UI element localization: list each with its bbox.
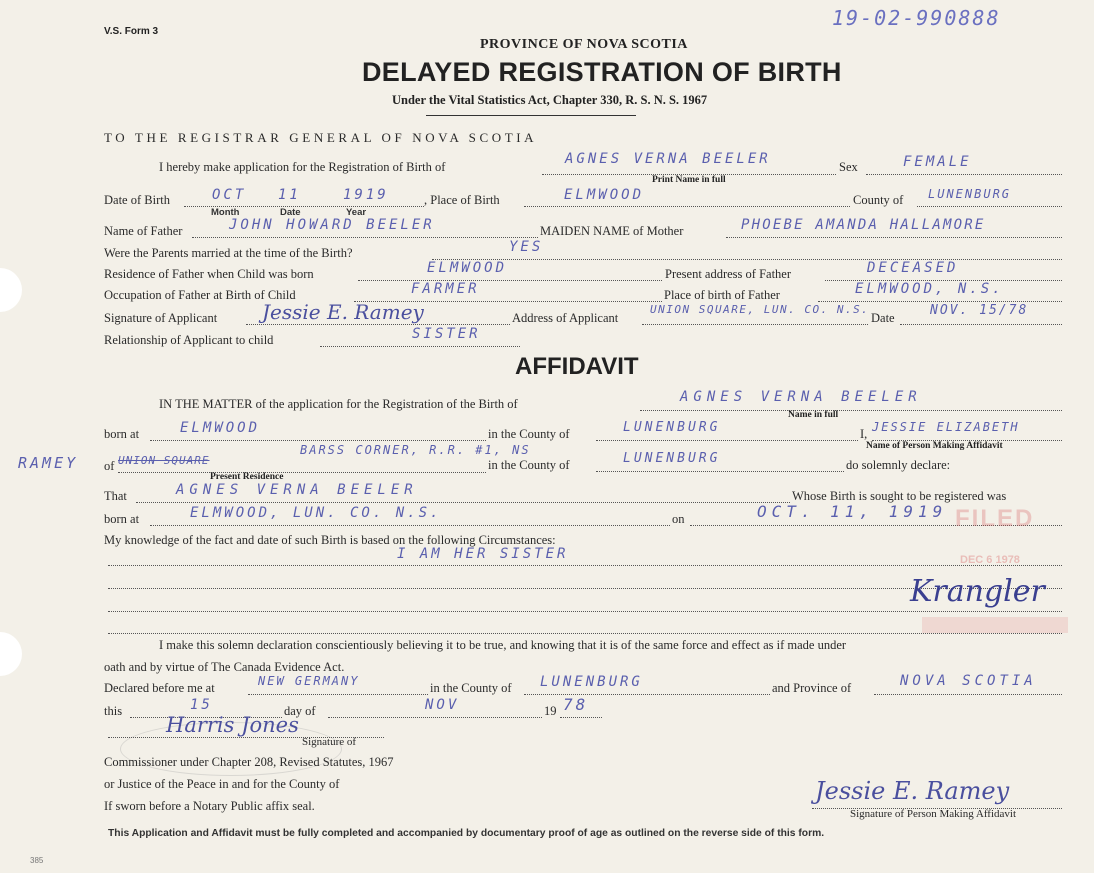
sex-value: FEMALE xyxy=(903,154,972,170)
aff-born-at-value: ELMWOOD xyxy=(180,420,261,436)
relationship-label: Relationship of Applicant to child xyxy=(104,333,274,347)
i-label: I, xyxy=(860,427,868,441)
name-person-affidavit-hint: Name of Person Making Affidavit xyxy=(866,441,1003,451)
child-name-value: AGNES VERNA BEELER xyxy=(565,151,771,167)
stamp-date: DEC 6 1978 xyxy=(960,554,1020,566)
solemnly-declare-label: do solemnly declare: xyxy=(846,458,951,472)
footer-note: This Application and Affidavit must be fully completed and accompanied by documentary proof of age as outlined on the reverse side of this form. xyxy=(108,828,825,839)
affiant-surname-value: RAMEY xyxy=(18,454,79,472)
on-date-value: OCT. 11, 1919 xyxy=(757,502,948,521)
this-label: this xyxy=(104,704,123,718)
date-hint: Date xyxy=(280,207,301,218)
declaration-line-2: oath and by virtue of The Canada Evidence Act. xyxy=(104,660,345,674)
print-name-hint: Print Name in full xyxy=(652,175,726,185)
birthplace-father-line xyxy=(818,301,1062,302)
residence-county-line xyxy=(596,471,844,472)
signature-applicant-line xyxy=(246,324,510,325)
affiant-signature-label: Signature of Person Making Affidavit xyxy=(850,808,1016,820)
place-of-birth-value: ELMWOOD xyxy=(564,187,645,203)
that-name-value: AGNES VERNA BEELER xyxy=(176,482,418,498)
date-value: NOV. 15/78 xyxy=(930,303,1029,318)
occupation-label: Occupation of Father at Birth of Child xyxy=(104,288,296,302)
dob-day-value: 11 xyxy=(278,187,301,203)
maiden-name-line xyxy=(726,237,1062,238)
aff-county-line xyxy=(596,440,858,441)
circumstance-line-4 xyxy=(108,633,1062,634)
declared-province-line xyxy=(874,694,1062,695)
aff-county-value: LUNENBURG xyxy=(623,420,721,435)
maiden-name-label: MAIDEN NAME of Mother xyxy=(540,224,684,238)
justice-label: or Justice of the Peace in and for the County of xyxy=(104,777,340,791)
declared-at-value: NEW GERMANY xyxy=(258,674,360,688)
year-line xyxy=(560,717,602,718)
in-county-label: in the County of xyxy=(488,427,570,441)
year-hint: Year xyxy=(346,207,367,218)
file-number: 19-02-990888 xyxy=(832,6,1001,30)
whose-birth-label: Whose Birth is sought to be registered was xyxy=(792,489,1007,503)
place-of-birth-label: , Place of Birth xyxy=(424,193,500,207)
residence-line xyxy=(118,472,486,473)
circumstance-line-3 xyxy=(108,611,1062,612)
province-heading: PROVINCE OF NOVA SCOTIA xyxy=(480,37,688,52)
circumstance-line-1 xyxy=(108,565,1062,566)
document-title: DELAYED REGISTRATION OF BIRTH xyxy=(362,57,842,87)
year-suffix-value: 78 xyxy=(563,695,589,714)
month-value: NOV xyxy=(425,697,460,713)
name-in-full-hint: Name in full xyxy=(788,410,839,420)
aff-name-line xyxy=(640,410,1062,411)
month-hint: Month xyxy=(211,207,240,218)
application-label: I hereby make application for the Registration of Birth of xyxy=(159,160,446,174)
commissioner-label: Commissioner under Chapter 208, Revised Statutes, 1967 xyxy=(104,755,394,769)
day-value: 15 xyxy=(190,697,213,713)
in-the-matter-label: IN THE MATTER of the application for the Registration of the Birth of xyxy=(159,397,518,411)
and-province-label: and Province of xyxy=(772,681,852,695)
married-value: YES xyxy=(509,239,544,255)
document-subtitle: Under the Vital Statistics Act, Chapter 330, R. S. N. S. 1967 xyxy=(392,93,708,107)
born-at-label: born at xyxy=(104,427,140,441)
that-line xyxy=(136,502,790,503)
married-line xyxy=(432,259,1062,260)
residence-county-value: LUNENBURG xyxy=(623,451,721,466)
of-label: of xyxy=(104,459,115,473)
address-applicant-value: UNION SQUARE, LUN. CO. N.S. xyxy=(650,303,870,316)
to-registrar: TO THE REGISTRAR GENERAL OF NOVA SCOTIA xyxy=(104,130,538,145)
registrar-signature: Krangler xyxy=(910,574,1045,609)
day-of-label: day of xyxy=(284,704,316,718)
declared-county-value: LUNENBURG xyxy=(540,674,643,690)
signature-of-label: Signature of xyxy=(302,736,357,748)
address-applicant-label: Address of Applicant xyxy=(512,311,619,325)
month-line xyxy=(328,717,542,718)
declared-at-line xyxy=(248,694,428,695)
knowledge-label: My knowledge of the fact and date of such Birth is based on the following Circumstances: xyxy=(104,533,556,547)
date-line xyxy=(900,324,1062,325)
father-name-line xyxy=(192,237,538,238)
dob-month-value: OCT xyxy=(212,187,247,203)
sex-line xyxy=(866,174,1062,175)
declared-before-label: Declared before me at xyxy=(104,681,215,695)
residence-father-line xyxy=(358,280,662,281)
dob-year-value: 1919 xyxy=(343,187,389,203)
birthplace-father-value: ELMWOOD, N.S. xyxy=(855,281,1004,297)
place-of-birth-line xyxy=(524,206,850,207)
subtitle-rule xyxy=(426,115,636,116)
circumstance-value: I AM HER SISTER xyxy=(397,546,569,562)
born-at-2-value: ELMWOOD, LUN. CO. N.S. xyxy=(190,505,442,521)
married-label: Were the Parents married at the time of the Birth? xyxy=(104,246,353,260)
signature-applicant-label: Signature of Applicant xyxy=(104,311,218,325)
father-name-label: Name of Father xyxy=(104,224,183,238)
form-number: V.S. Form 3 xyxy=(104,26,159,37)
relationship-line xyxy=(320,346,520,347)
sex-label: Sex xyxy=(839,160,858,174)
born-at-line xyxy=(150,440,486,441)
declaration-line-1: I make this solemn declaration conscientiously believing it to be true, and knowing that it is of the same force and effect as if made under xyxy=(159,638,847,652)
page-number: 385 xyxy=(30,856,44,865)
county-label: County of xyxy=(853,193,904,207)
county-value: LUNENBURG xyxy=(928,187,1012,201)
present-address-label: Present address of Father xyxy=(665,267,792,281)
punch-hole xyxy=(0,268,22,312)
present-address-value: DECEASED xyxy=(867,260,959,276)
affiant-signature: Jessie E. Ramey xyxy=(815,777,1010,805)
occupation-value: FARMER xyxy=(411,281,480,297)
that-label: That xyxy=(104,489,127,503)
born-at-2-line xyxy=(150,525,670,526)
dob-label: Date of Birth xyxy=(104,193,170,207)
year-prefix-label: 19 xyxy=(544,704,557,718)
aff-name-value: AGNES VERNA BEELER xyxy=(680,389,922,405)
affidavit-heading: AFFIDAVIT xyxy=(515,353,639,380)
born-at-2-label: born at xyxy=(104,512,140,526)
residence-county-label: in the County of xyxy=(488,458,570,472)
residence-father-label: Residence of Father when Child was born xyxy=(104,267,314,281)
residence-father-value: ELMWOOD xyxy=(427,260,508,276)
birthplace-father-label: Place of birth of Father xyxy=(664,288,780,302)
declared-county-line xyxy=(524,694,770,695)
relationship-value: SISTER xyxy=(412,326,481,342)
residence-strike-value: UNION SQUARE xyxy=(118,454,210,467)
stamp-block xyxy=(922,617,1068,633)
notary-label: If sworn before a Notary Public affix seal. xyxy=(104,799,315,813)
punch-hole xyxy=(0,632,22,676)
commissioner-signature: Harris Jones xyxy=(166,713,299,737)
father-name-value: JOHN HOWARD BEELER xyxy=(229,217,435,233)
filed-stamp: FILED xyxy=(955,505,1035,532)
address-applicant-line xyxy=(642,324,868,325)
mother-maiden-value: PHOEBE AMANDA HALLAMORE xyxy=(741,217,986,233)
declared-county-label: in the County of xyxy=(430,681,512,695)
county-line xyxy=(917,206,1062,207)
affiant-name-value: JESSIE ELIZABETH xyxy=(872,420,1020,434)
on-label: on xyxy=(672,512,685,526)
signature-applicant-value: Jessie E. Ramey xyxy=(262,300,424,324)
present-residence-hint: Present Residence xyxy=(210,472,284,482)
declared-province-value: NOVA SCOTIA xyxy=(900,673,1037,689)
date-label: Date xyxy=(871,311,895,325)
residence-value: BARSS CORNER, R.R. #1, NS xyxy=(300,443,531,457)
